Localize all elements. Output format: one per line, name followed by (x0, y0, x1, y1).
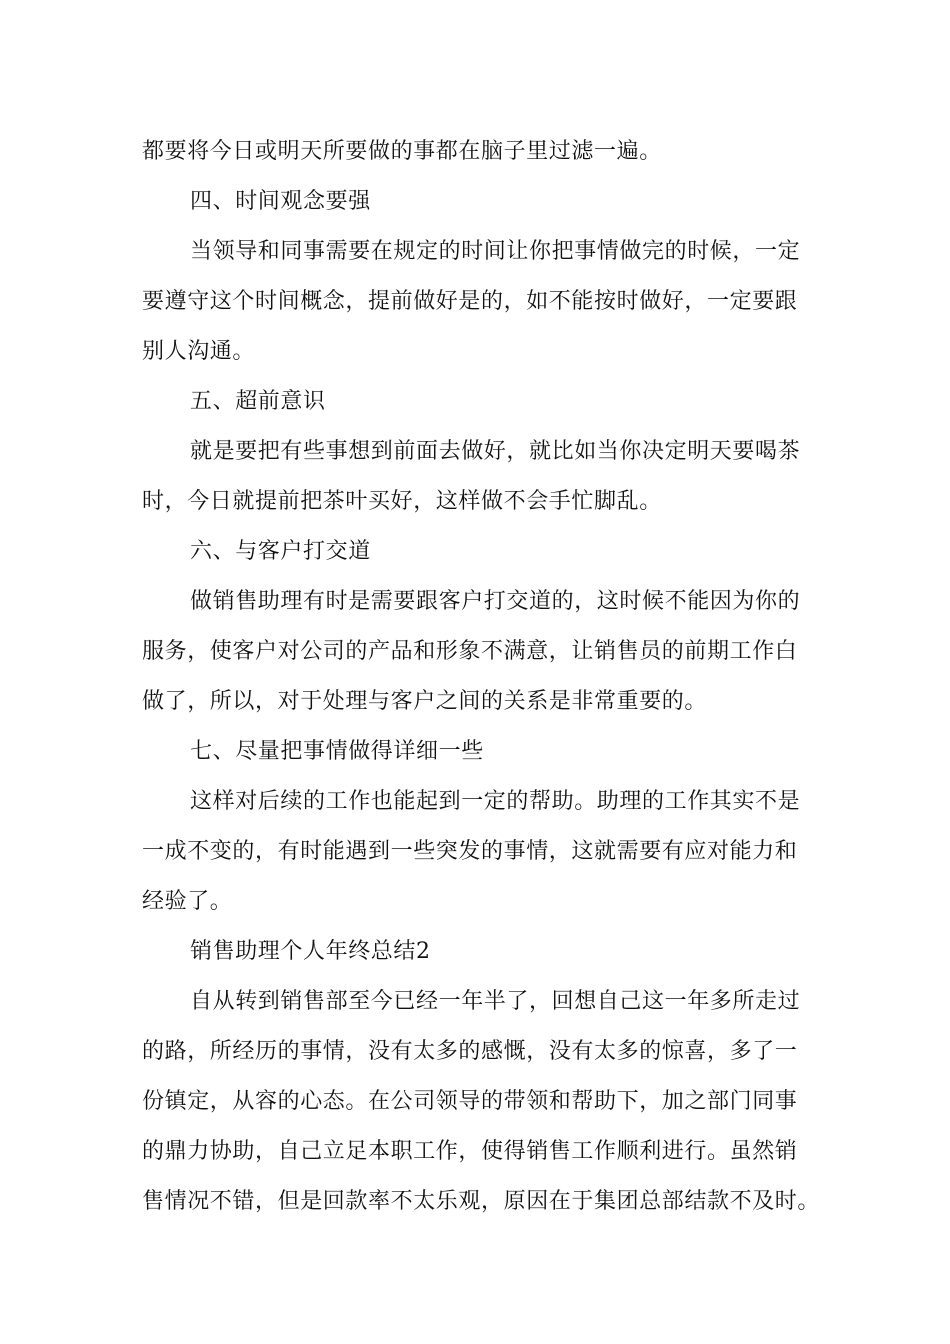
text-line: 别人沟通。 (142, 339, 256, 364)
section-heading: 五、超前意识 (190, 389, 326, 414)
text-line: 做了，所以，对于处理与客户之间的关系是非常重要的。 (142, 689, 708, 714)
text-line: 当领导和同事需要在规定的时间让你把事情做完的时候，一定 (190, 239, 801, 264)
document-subtitle: 销售助理个人年终总结2 (190, 939, 431, 964)
text-line: 就是要把有些事想到前面去做好，就比如当你决定明天要喝茶 (190, 439, 801, 464)
text-line: 售情况不错，但是回款率不太乐观，原因在于集团总部结款不及时。 (142, 1189, 821, 1214)
document-body (142, 127, 822, 1227)
text-line: 时，今日就提前把茶叶买好，这样做不会手忙脚乱。 (142, 489, 662, 514)
text-line: 一成不变的，有时能遇到一些突发的事情，这就需要有应对能力和 (142, 839, 798, 864)
section-heading: 四、时间观念要强 (190, 189, 371, 214)
text-line: 做销售助理有时是需要跟客户打交道的，这时候不能因为你的 (190, 589, 801, 614)
section-heading: 七、尽量把事情做得详细一些 (190, 739, 484, 764)
text-line: 要遵守这个时间概念，提前做好是的，如不能按时做好，一定要跟 (142, 289, 798, 314)
text-line: 自从转到销售部至今已经一年半了，回想自己这一年多所走过 (190, 989, 801, 1014)
text-line: 经验了。 (142, 889, 233, 914)
text-line: 这样对后续的工作也能起到一定的帮助。助理的工作其实不是 (190, 789, 801, 814)
text-line: 都要将今日或明天所要做的事都在脑子里过滤一遍。 (142, 139, 662, 164)
text-line: 的鼎力协助，自己立足本职工作，使得销售工作顺利进行。虽然销 (142, 1139, 798, 1164)
text-line: 份镇定，从容的心态。在公司领导的带领和帮助下，加之部门同事 (142, 1089, 798, 1114)
text-line: 的路，所经历的事情，没有太多的感慨，没有太多的惊喜，多了一 (142, 1039, 798, 1064)
text-line: 服务，使客户对公司的产品和形象不满意，让销售员的前期工作白 (142, 639, 798, 664)
section-heading: 六、与客户打交道 (190, 539, 371, 564)
